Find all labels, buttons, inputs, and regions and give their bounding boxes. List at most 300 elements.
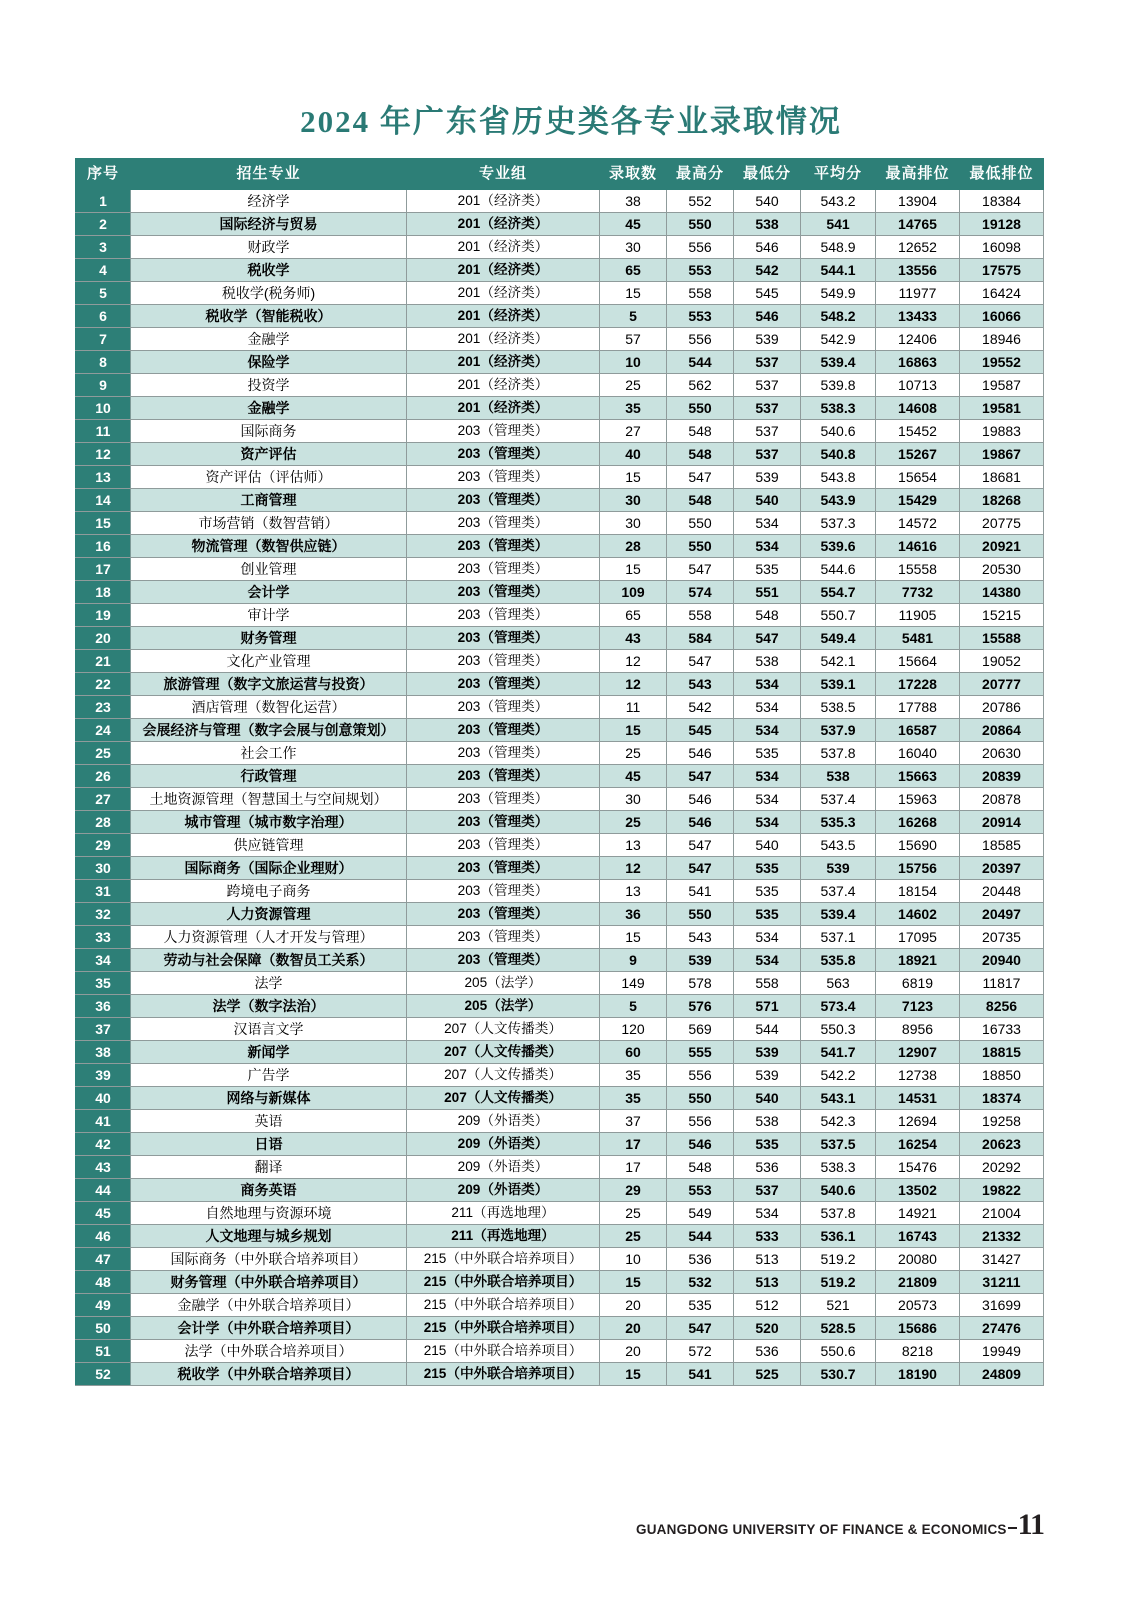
cell-enrolled: 20 (600, 1340, 667, 1363)
cell-min-rank: 18268 (960, 489, 1044, 512)
cell-index: 25 (76, 742, 131, 765)
cell-group: 215（中外联合培养项目） (407, 1248, 600, 1271)
cell-min-score: 535 (734, 1133, 801, 1156)
cell-major: 物流管理（数智供应链） (131, 535, 407, 558)
cell-min-score: 542 (734, 259, 801, 282)
cell-avg-score: 537.9 (801, 719, 876, 742)
cell-major: 英语 (131, 1110, 407, 1133)
cell-group: 207（人文传播类） (407, 1087, 600, 1110)
cell-index: 36 (76, 995, 131, 1018)
cell-major: 税收学(税务师) (131, 282, 407, 305)
cell-min-score: 520 (734, 1317, 801, 1340)
cell-min-score: 533 (734, 1225, 801, 1248)
cell-min-score: 537 (734, 420, 801, 443)
cell-max-rank: 20080 (876, 1248, 960, 1271)
cell-index: 29 (76, 834, 131, 857)
cell-enrolled: 25 (600, 811, 667, 834)
cell-enrolled: 35 (600, 1087, 667, 1110)
cell-min-rank: 20630 (960, 742, 1044, 765)
table-row (76, 1340, 1044, 1363)
cell-avg-score: 542.1 (801, 650, 876, 673)
cell-min-rank: 20735 (960, 926, 1044, 949)
cell-max-score: 556 (667, 1110, 734, 1133)
cell-avg-score: 573.4 (801, 995, 876, 1018)
cell-max-rank: 16040 (876, 742, 960, 765)
cell-max-rank: 16743 (876, 1225, 960, 1248)
cell-max-score: 546 (667, 788, 734, 811)
cell-group: 203（管理类） (407, 742, 600, 765)
cell-min-rank: 20397 (960, 857, 1044, 880)
cell-enrolled: 29 (600, 1179, 667, 1202)
cell-avg-score: 539.8 (801, 374, 876, 397)
table-row (76, 742, 1044, 765)
cell-min-rank: 20914 (960, 811, 1044, 834)
cell-avg-score: 563 (801, 972, 876, 995)
cell-group: 201（经济类） (407, 282, 600, 305)
cell-max-rank: 18190 (876, 1363, 960, 1386)
cell-max-rank: 16863 (876, 351, 960, 374)
cell-avg-score: 538.3 (801, 1156, 876, 1179)
cell-max-score: 543 (667, 673, 734, 696)
cell-index: 33 (76, 926, 131, 949)
cell-max-score: 558 (667, 282, 734, 305)
cell-index: 1 (76, 190, 131, 213)
cell-enrolled: 15 (600, 719, 667, 742)
cell-enrolled: 35 (600, 1064, 667, 1087)
cell-group: 205（法学） (407, 972, 600, 995)
cell-enrolled: 9 (600, 949, 667, 972)
cell-max-rank: 14765 (876, 213, 960, 236)
cell-min-score: 534 (734, 719, 801, 742)
cell-group: 203（管理类） (407, 535, 600, 558)
cell-avg-score: 539.4 (801, 903, 876, 926)
cell-min-score: 545 (734, 282, 801, 305)
header-row (76, 159, 1044, 190)
cell-min-score: 534 (734, 811, 801, 834)
cell-enrolled: 11 (600, 696, 667, 719)
cell-enrolled: 15 (600, 466, 667, 489)
cell-group: 203（管理类） (407, 627, 600, 650)
cell-avg-score: 548.2 (801, 305, 876, 328)
cell-major: 网络与新媒体 (131, 1087, 407, 1110)
table-row (76, 1179, 1044, 1202)
cell-enrolled: 5 (600, 305, 667, 328)
cell-group: 201（经济类） (407, 190, 600, 213)
cell-avg-score: 550.3 (801, 1018, 876, 1041)
cell-avg-score: 539 (801, 857, 876, 880)
cell-min-score: 534 (734, 788, 801, 811)
cell-min-score: 537 (734, 351, 801, 374)
table-row (76, 282, 1044, 305)
cell-min-score: 534 (734, 512, 801, 535)
cell-enrolled: 60 (600, 1041, 667, 1064)
cell-enrolled: 12 (600, 857, 667, 880)
cell-avg-score: 538 (801, 765, 876, 788)
cell-major: 旅游管理（数字文旅运营与投资） (131, 673, 407, 696)
footer-page-number: 11 (1017, 1508, 1044, 1541)
table-row (76, 443, 1044, 466)
cell-index: 11 (76, 420, 131, 443)
cell-min-score: 538 (734, 1110, 801, 1133)
cell-avg-score: 538.3 (801, 397, 876, 420)
admissions-table-container (75, 158, 1043, 1386)
cell-min-rank: 19822 (960, 1179, 1044, 1202)
cell-group: 215（中外联合培养项目） (407, 1317, 600, 1340)
cell-min-rank: 15215 (960, 604, 1044, 627)
cell-max-score: 569 (667, 1018, 734, 1041)
cell-min-score: 537 (734, 1179, 801, 1202)
cell-avg-score: 539.6 (801, 535, 876, 558)
cell-index: 20 (76, 627, 131, 650)
cell-max-rank: 14531 (876, 1087, 960, 1110)
cell-index: 4 (76, 259, 131, 282)
cell-major: 金融学 (131, 397, 407, 420)
cell-max-rank: 15558 (876, 558, 960, 581)
cell-max-score: 574 (667, 581, 734, 604)
cell-max-rank: 17095 (876, 926, 960, 949)
cell-enrolled: 28 (600, 535, 667, 558)
cell-group: 205（法学） (407, 995, 600, 1018)
cell-max-score: 548 (667, 443, 734, 466)
cell-avg-score: 537.3 (801, 512, 876, 535)
cell-index: 30 (76, 857, 131, 880)
cell-max-rank: 11905 (876, 604, 960, 627)
cell-avg-score: 540.8 (801, 443, 876, 466)
cell-avg-score: 544.1 (801, 259, 876, 282)
table-row (76, 1156, 1044, 1179)
table-row (76, 1271, 1044, 1294)
cell-index: 28 (76, 811, 131, 834)
cell-enrolled: 43 (600, 627, 667, 650)
cell-major: 法学（数字法治） (131, 995, 407, 1018)
cell-enrolled: 25 (600, 742, 667, 765)
table-row (76, 558, 1044, 581)
cell-index: 50 (76, 1317, 131, 1340)
cell-group: 215（中外联合培养项目） (407, 1340, 600, 1363)
cell-max-rank: 7732 (876, 581, 960, 604)
table-row (76, 903, 1044, 926)
column-header-index: 序号 (76, 159, 131, 190)
cell-index: 43 (76, 1156, 131, 1179)
cell-min-score: 536 (734, 1340, 801, 1363)
cell-min-rank: 20864 (960, 719, 1044, 742)
cell-index: 5 (76, 282, 131, 305)
cell-min-score: 571 (734, 995, 801, 1018)
cell-min-rank: 20777 (960, 673, 1044, 696)
cell-max-rank: 13433 (876, 305, 960, 328)
cell-avg-score: 530.7 (801, 1363, 876, 1386)
cell-min-score: 535 (734, 857, 801, 880)
cell-max-rank: 13502 (876, 1179, 960, 1202)
cell-avg-score: 539.4 (801, 351, 876, 374)
cell-min-rank: 20497 (960, 903, 1044, 926)
cell-min-score: 539 (734, 466, 801, 489)
cell-avg-score: 541 (801, 213, 876, 236)
cell-max-score: 578 (667, 972, 734, 995)
cell-group: 201（经济类） (407, 305, 600, 328)
cell-group: 203（管理类） (407, 420, 600, 443)
table-row (76, 397, 1044, 420)
table-row (76, 696, 1044, 719)
cell-group: 203（管理类） (407, 857, 600, 880)
table-header (76, 159, 1044, 190)
cell-avg-score: 542.2 (801, 1064, 876, 1087)
cell-min-score: 534 (734, 1202, 801, 1225)
cell-max-score: 544 (667, 1225, 734, 1248)
cell-major: 税收学 (131, 259, 407, 282)
column-header-avg-score: 平均分 (801, 159, 876, 190)
column-header-max-rank: 最高排位 (876, 159, 960, 190)
cell-max-rank: 15267 (876, 443, 960, 466)
cell-major: 金融学（中外联合培养项目） (131, 1294, 407, 1317)
cell-major: 国际商务（国际企业理财） (131, 857, 407, 880)
cell-major: 税收学（智能税收） (131, 305, 407, 328)
cell-min-score: 534 (734, 949, 801, 972)
cell-enrolled: 65 (600, 604, 667, 627)
table-row (76, 719, 1044, 742)
cell-max-rank: 7123 (876, 995, 960, 1018)
footer-institution-name: GUANGDONG UNIVERSITY OF FINANCE & ECONOMICS (636, 1522, 1007, 1537)
cell-index: 45 (76, 1202, 131, 1225)
cell-max-score: 572 (667, 1340, 734, 1363)
cell-max-rank: 14616 (876, 535, 960, 558)
cell-min-score: 535 (734, 903, 801, 926)
cell-min-score: 513 (734, 1248, 801, 1271)
cell-index: 9 (76, 374, 131, 397)
cell-max-score: 548 (667, 489, 734, 512)
cell-major: 汉语言文学 (131, 1018, 407, 1041)
cell-min-rank: 20292 (960, 1156, 1044, 1179)
cell-major: 文化产业管理 (131, 650, 407, 673)
column-header-max-score: 最高分 (667, 159, 734, 190)
cell-min-score: 538 (734, 213, 801, 236)
cell-avg-score: 543.1 (801, 1087, 876, 1110)
cell-min-score: 534 (734, 926, 801, 949)
cell-min-rank: 16733 (960, 1018, 1044, 1041)
cell-max-rank: 6819 (876, 972, 960, 995)
cell-enrolled: 40 (600, 443, 667, 466)
cell-avg-score: 528.5 (801, 1317, 876, 1340)
cell-max-rank: 16254 (876, 1133, 960, 1156)
cell-group: 201（经济类） (407, 351, 600, 374)
page-footer (0, 1508, 1142, 1542)
table-row (76, 1064, 1044, 1087)
cell-min-rank: 20878 (960, 788, 1044, 811)
cell-min-score: 537 (734, 397, 801, 420)
cell-max-score: 536 (667, 1248, 734, 1271)
cell-enrolled: 109 (600, 581, 667, 604)
cell-max-score: 550 (667, 397, 734, 420)
cell-avg-score: 540.6 (801, 420, 876, 443)
table-row (76, 512, 1044, 535)
cell-min-rank: 16098 (960, 236, 1044, 259)
cell-max-score: 584 (667, 627, 734, 650)
table-row (76, 926, 1044, 949)
table-row (76, 880, 1044, 903)
cell-major: 供应链管理 (131, 834, 407, 857)
table-row (76, 489, 1044, 512)
cell-major: 酒店管理（数智化运营） (131, 696, 407, 719)
cell-max-rank: 17788 (876, 696, 960, 719)
table-row (76, 581, 1044, 604)
table-row (76, 190, 1044, 213)
cell-avg-score: 543.2 (801, 190, 876, 213)
cell-min-score: 538 (734, 650, 801, 673)
cell-max-score: 553 (667, 305, 734, 328)
cell-min-rank: 11817 (960, 972, 1044, 995)
cell-max-rank: 8956 (876, 1018, 960, 1041)
cell-major: 金融学 (131, 328, 407, 351)
cell-min-rank: 15588 (960, 627, 1044, 650)
cell-major: 国际商务 (131, 420, 407, 443)
cell-max-score: 547 (667, 834, 734, 857)
cell-max-score: 556 (667, 236, 734, 259)
cell-group: 203（管理类） (407, 673, 600, 696)
table-row (76, 604, 1044, 627)
cell-min-score: 537 (734, 443, 801, 466)
cell-min-score: 534 (734, 535, 801, 558)
cell-avg-score: 540.6 (801, 1179, 876, 1202)
cell-major: 国际经济与贸易 (131, 213, 407, 236)
cell-index: 12 (76, 443, 131, 466)
cell-enrolled: 20 (600, 1294, 667, 1317)
cell-min-rank: 31427 (960, 1248, 1044, 1271)
cell-avg-score: 521 (801, 1294, 876, 1317)
cell-enrolled: 12 (600, 673, 667, 696)
cell-avg-score: 537.4 (801, 880, 876, 903)
cell-index: 37 (76, 1018, 131, 1041)
cell-max-score: 546 (667, 742, 734, 765)
cell-max-score: 542 (667, 696, 734, 719)
cell-min-rank: 14380 (960, 581, 1044, 604)
cell-group: 209（外语类） (407, 1179, 600, 1202)
cell-group: 207（人文传播类） (407, 1064, 600, 1087)
cell-group: 203（管理类） (407, 512, 600, 535)
cell-major: 税收学（中外联合培养项目） (131, 1363, 407, 1386)
cell-max-score: 553 (667, 259, 734, 282)
cell-enrolled: 12 (600, 650, 667, 673)
cell-max-rank: 15452 (876, 420, 960, 443)
cell-min-score: 540 (734, 489, 801, 512)
table-row (76, 857, 1044, 880)
cell-group: 215（中外联合培养项目） (407, 1294, 600, 1317)
cell-min-rank: 19128 (960, 213, 1044, 236)
cell-group: 207（人文传播类） (407, 1018, 600, 1041)
cell-max-rank: 13556 (876, 259, 960, 282)
cell-max-rank: 12406 (876, 328, 960, 351)
cell-major: 市场营销（数智营销） (131, 512, 407, 535)
cell-max-rank: 15663 (876, 765, 960, 788)
cell-index: 2 (76, 213, 131, 236)
cell-group: 203（管理类） (407, 489, 600, 512)
cell-enrolled: 10 (600, 351, 667, 374)
cell-max-score: 550 (667, 535, 734, 558)
cell-major: 自然地理与资源环境 (131, 1202, 407, 1225)
cell-max-score: 541 (667, 1363, 734, 1386)
cell-group: 201（经济类） (407, 397, 600, 420)
cell-min-score: 539 (734, 1064, 801, 1087)
cell-index: 24 (76, 719, 131, 742)
cell-avg-score: 519.2 (801, 1271, 876, 1294)
cell-avg-score: 554.7 (801, 581, 876, 604)
cell-max-rank: 21809 (876, 1271, 960, 1294)
cell-major: 财务管理（中外联合培养项目） (131, 1271, 407, 1294)
cell-avg-score: 537.8 (801, 742, 876, 765)
cell-min-score: 540 (734, 834, 801, 857)
cell-major: 国际商务（中外联合培养项目） (131, 1248, 407, 1271)
cell-max-rank: 20573 (876, 1294, 960, 1317)
cell-index: 48 (76, 1271, 131, 1294)
cell-max-rank: 15476 (876, 1156, 960, 1179)
cell-max-rank: 17228 (876, 673, 960, 696)
table-row (76, 1202, 1044, 1225)
cell-major: 人力资源管理（人才开发与管理） (131, 926, 407, 949)
cell-max-score: 556 (667, 1064, 734, 1087)
cell-avg-score: 543.8 (801, 466, 876, 489)
cell-min-rank: 27476 (960, 1317, 1044, 1340)
cell-min-rank: 16066 (960, 305, 1044, 328)
table-row (76, 236, 1044, 259)
table-row (76, 328, 1044, 351)
table-row (76, 650, 1044, 673)
cell-min-score: 540 (734, 1087, 801, 1110)
table-row (76, 949, 1044, 972)
cell-major: 工商管理 (131, 489, 407, 512)
cell-major: 跨境电子商务 (131, 880, 407, 903)
cell-enrolled: 27 (600, 420, 667, 443)
cell-enrolled: 15 (600, 1363, 667, 1386)
cell-major: 广告学 (131, 1064, 407, 1087)
cell-max-rank: 11977 (876, 282, 960, 305)
cell-max-score: 539 (667, 949, 734, 972)
cell-enrolled: 20 (600, 1317, 667, 1340)
cell-index: 51 (76, 1340, 131, 1363)
table-body (76, 190, 1044, 1386)
cell-group: 203（管理类） (407, 466, 600, 489)
column-header-min-rank: 最低排位 (960, 159, 1044, 190)
table-row (76, 1133, 1044, 1156)
cell-min-score: 558 (734, 972, 801, 995)
cell-max-rank: 16587 (876, 719, 960, 742)
cell-major: 资产评估 (131, 443, 407, 466)
cell-group: 215（中外联合培养项目） (407, 1271, 600, 1294)
cell-avg-score: 536.1 (801, 1225, 876, 1248)
cell-index: 52 (76, 1363, 131, 1386)
cell-min-score: 534 (734, 696, 801, 719)
cell-major: 法学 (131, 972, 407, 995)
cell-avg-score: 538.5 (801, 696, 876, 719)
cell-max-score: 532 (667, 1271, 734, 1294)
cell-max-score: 550 (667, 213, 734, 236)
table-row (76, 995, 1044, 1018)
cell-max-rank: 15963 (876, 788, 960, 811)
cell-min-rank: 19949 (960, 1340, 1044, 1363)
table-row (76, 1018, 1044, 1041)
cell-index: 32 (76, 903, 131, 926)
cell-index: 44 (76, 1179, 131, 1202)
cell-min-score: 513 (734, 1271, 801, 1294)
cell-index: 27 (76, 788, 131, 811)
cell-avg-score: 535.3 (801, 811, 876, 834)
cell-enrolled: 57 (600, 328, 667, 351)
column-header-min-score: 最低分 (734, 159, 801, 190)
cell-index: 14 (76, 489, 131, 512)
cell-group: 203（管理类） (407, 650, 600, 673)
cell-index: 10 (76, 397, 131, 420)
cell-max-rank: 14921 (876, 1202, 960, 1225)
admissions-table (75, 158, 1044, 1386)
cell-group: 203（管理类） (407, 696, 600, 719)
